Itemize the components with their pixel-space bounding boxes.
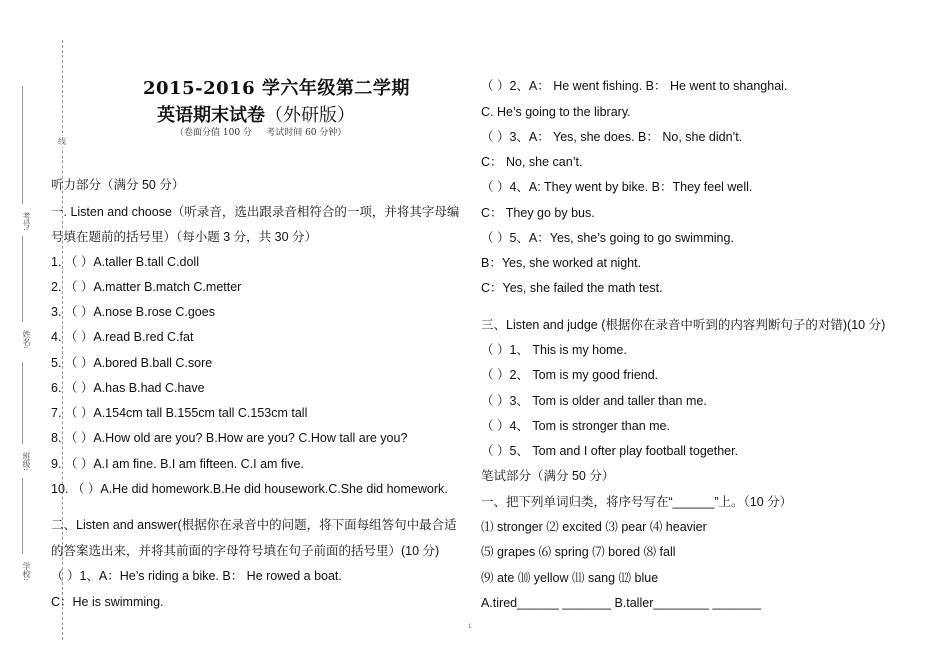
word-list-row: ⑴ stronger ⑵ excited ⑶ pear ⑷ heavier bbox=[481, 520, 707, 534]
exam-number-label: 考号: bbox=[22, 212, 31, 231]
answer-option: C： No, she can’t. bbox=[481, 155, 583, 169]
exam-subject-main: 英语期末试卷 bbox=[157, 105, 265, 126]
answer-option: C：Yes, she failed the math test. bbox=[481, 281, 663, 295]
question-item: （ ）5、A：Yes, she’s going to go swimming. bbox=[481, 231, 734, 245]
part2-instruction-cont: 的答案选出来，并将其前面的字母符号填在句子前面的括号里）(10 分) bbox=[51, 544, 440, 558]
question-item: 4. （ ）A.read B.red C.fat bbox=[51, 330, 194, 344]
question-item: 3. （ ）A.nose B.rose C.goes bbox=[51, 305, 215, 319]
school-line bbox=[22, 478, 23, 554]
part1-instruction: 一. Listen and choose（听录音，选出跟录音相符合的一项，并将其字母编 bbox=[51, 205, 460, 219]
classify-instruction: 一、把下列单词归类，将序号写在“______”上。（10 分） bbox=[481, 495, 793, 509]
exam-number-line bbox=[22, 86, 23, 204]
binding-mark-xian: 线 bbox=[58, 137, 66, 146]
page-number: 1 bbox=[468, 624, 472, 630]
question-item: 2. （ ）A.matter B.match C.metter bbox=[51, 280, 242, 294]
question-item: （ ）1、A：He’s riding a bike. B： He rowed a boat. bbox=[51, 569, 342, 583]
answer-option: C： They go by bus. bbox=[481, 206, 595, 220]
exam-title: 2015-2016 学六年级第二学期 bbox=[143, 78, 410, 99]
question-item: 9. （ ）A.I am fine. B.I am fifteen. C.I am five. bbox=[51, 457, 304, 471]
part1-instruction-cont: 号填在题前的括号里）（每小题 3 分，共 30 分） bbox=[51, 230, 317, 244]
question-item: 6. （ ）A.has B.had C.have bbox=[51, 381, 205, 395]
question-item: 7. （ ）A.154cm tall B.155cm tall C.153cm tall bbox=[51, 406, 308, 420]
question-item: 5. （ ）A.bored B.ball C.sore bbox=[51, 356, 213, 370]
exam-edition: （外研版） bbox=[265, 105, 355, 126]
part2-instruction: 二、Listen and answer(根据你在录音中的问题，将下面每组答句中最合适 bbox=[51, 518, 457, 532]
judge-item: （ ）5、 Tom and I ofter play football together. bbox=[481, 444, 739, 458]
answer-option: B：Yes, she worked at night. bbox=[481, 256, 642, 270]
question-item: （ ）3、A： Yes, she does. B： No, she didn’t. bbox=[481, 130, 743, 144]
exam-info: （卷面分值 100 分 考试时间 60 分钟） bbox=[175, 128, 347, 138]
question-item: 10. （ ）A.He did homework.B.He did housework.C.She did homework. bbox=[51, 482, 448, 496]
judge-item: （ ）2、 Tom is my good friend. bbox=[481, 368, 659, 382]
listening-section-heading: 听力部分（满分 50 分） bbox=[51, 178, 185, 192]
part3-instruction: 三、Listen and judge (根据你在录音中听到的内容判断句子的对错)(10 分) bbox=[481, 318, 886, 332]
judge-item: （ ）3、 Tom is older and taller than me. bbox=[481, 394, 707, 408]
question-item: 8. （ ）A.How old are you? B.How are you? C.How tall are you? bbox=[51, 431, 408, 445]
answer-option: C：He is swimming. bbox=[51, 595, 164, 609]
student-name-label: 姓名: bbox=[22, 330, 31, 349]
word-list-row: ⑼ ate ⑽ yellow ⑾ sang ⑿ blue bbox=[481, 571, 659, 585]
student-name-line bbox=[22, 236, 23, 322]
writing-section-heading: 笔试部分（满分 50 分） bbox=[481, 469, 615, 483]
exam-subject-title bbox=[157, 101, 355, 127]
class-line bbox=[22, 362, 23, 444]
school-label: 学校: bbox=[22, 562, 31, 581]
question-item: （ ）2、A： He went fishing. B： He went to shanghai. bbox=[481, 79, 788, 93]
question-item: （ ）4、A: They went by bike. B：They feel well. bbox=[481, 180, 753, 194]
classify-answer-blanks: A.tired______ _______ B.taller________ _______ bbox=[481, 596, 762, 610]
judge-item: （ ）1、 This is my home. bbox=[481, 343, 627, 357]
word-list-row: ⑸ grapes ⑹ spring ⑺ bored ⑻ fall bbox=[481, 545, 676, 559]
answer-option: C. He’s going to the library. bbox=[481, 105, 631, 119]
judge-item: （ ）4、 Tom is stronger than me. bbox=[481, 419, 670, 433]
question-item: 1. （ ）A.taller B.tall C.doll bbox=[51, 255, 199, 269]
class-label: 班级: bbox=[22, 452, 31, 471]
